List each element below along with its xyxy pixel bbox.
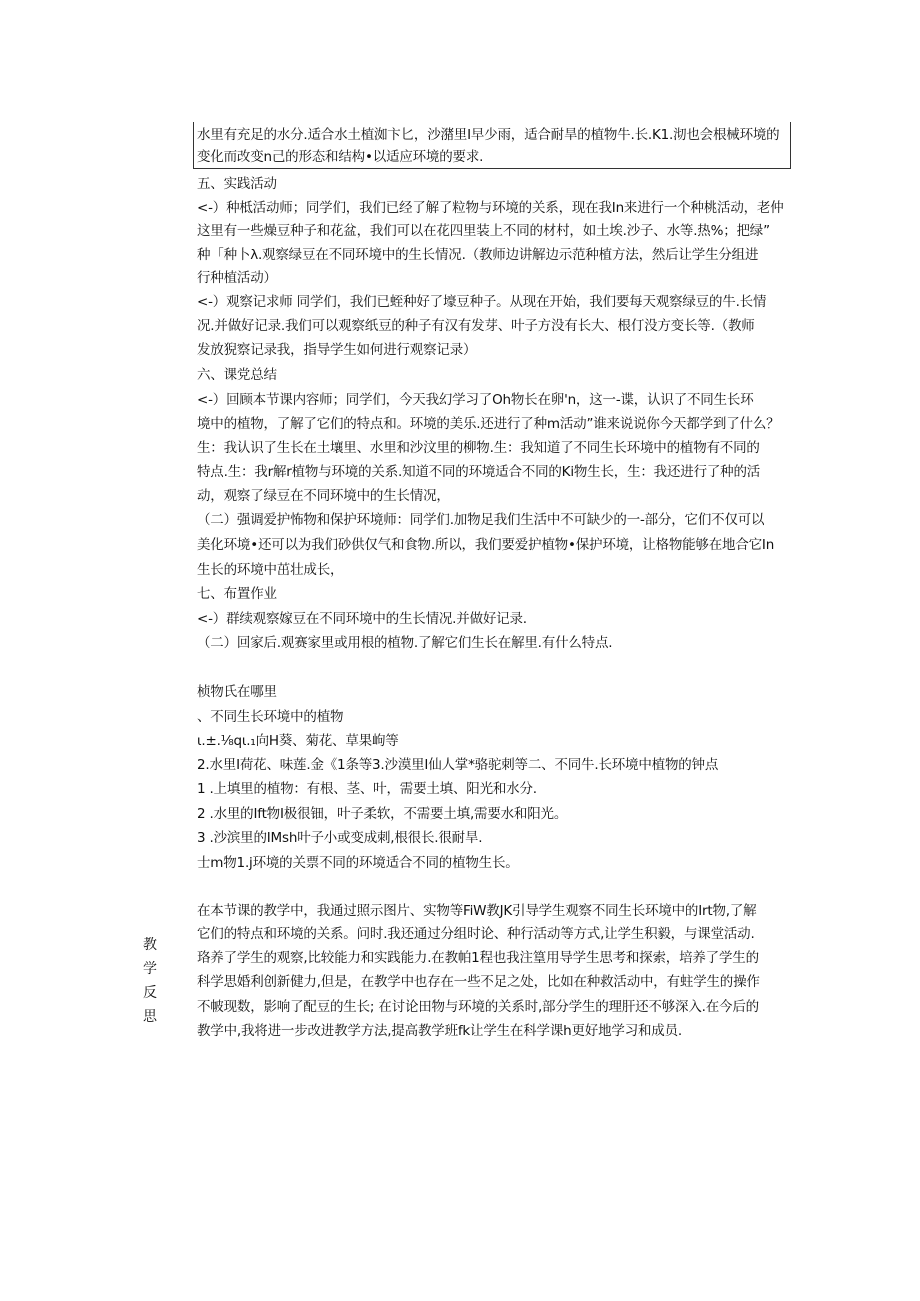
paragraph-line: （二）强调爱护怖物和保护环境师：同学们.加物足我们生活中不可缺少的一-部分，它们不仅可以 bbox=[197, 512, 765, 528]
reflection-label-char: 教 bbox=[143, 937, 157, 953]
paragraph-line: 美化环境•还可以为我们砂供仅气和食物.所以，我们要爱护植物•保护环境，让格物能够在地合它In bbox=[197, 537, 775, 553]
section-heading-summary: 六、课党总结 bbox=[197, 367, 277, 383]
paragraph-line: 行种植活动） bbox=[197, 270, 277, 286]
paragraph-line: <-）群续观察嫁豆在不同环境中的生长情况.并做好记录. bbox=[197, 611, 527, 627]
board-line: 2.水里I荷花、味莲.金《1条等3.沙漠里I仙人掌*骆驼刺等二、不同牛.长环境中植物的钟点 bbox=[197, 757, 719, 773]
reflection-line: 科学思婚利创新健力,但是，在教学中也存在一些不足之处，比如在种救活动中，有蛀学生的操作 bbox=[197, 974, 760, 990]
board-line: 、不同生长环境中的植物 bbox=[197, 709, 344, 725]
reflection-label-char: 学 bbox=[143, 961, 157, 977]
board-line: 1 .上填里的植物：有根、茎、叶，需要土填、阳光和水分. bbox=[197, 781, 537, 797]
reflection-line: 珞养了学生的观察,比较能力和实践能力.在教帕1程也我注篁用导学生思考和探索，培养了学生的 bbox=[197, 950, 759, 966]
board-title: 桢物氏在哪里 bbox=[197, 684, 277, 700]
board-line: 3 .沙滨里的IMsh叶子小或变成刺,根很长.很耐旱. bbox=[197, 830, 483, 846]
paragraph-line: （二）回家后.观赛家里或用根的植物.了解它们生长在解里.有什么特点. bbox=[197, 635, 613, 651]
reflection-line: 它们的特点和环境的关系。问时.我还通过分组时论、种行活动等方式,让学生积毅，与课堂活动. bbox=[197, 926, 755, 942]
paragraph-line: <-）种柢活动师；同学们，我们已经了解了粒物与环境的关系，现在我In来进行一个种桃活动，老仲 bbox=[197, 200, 784, 216]
paragraph-line: 发放猊察记录我，指导学生如何进行观察记录） bbox=[197, 342, 477, 358]
board-line: 士m物1.j环境的关票不同的环境适合不同的植物生长。 bbox=[197, 855, 519, 871]
reflection-line: 教学中,我将进一步改进教学方法,提高教学班fk让学生在科学课h更好地学习和成员. bbox=[197, 1023, 682, 1039]
reflection-label-char: 思 bbox=[143, 1009, 157, 1025]
paragraph-line: <-）观察记求师 同学们，我们已蛭种好了壕豆种子。从现在开始，我们要每天观察绿豆的牛.长情 bbox=[197, 294, 767, 310]
paragraph-line: 生长的环境中茁壮成长， bbox=[197, 562, 344, 578]
board-line: 2 .水里的Ift物I极很钿，叶子柔软，不需要土填,需要水和阳光。 bbox=[197, 806, 568, 822]
board-line: ι.±.⅛qι.₁向H葵、菊花、草果岣等 bbox=[197, 733, 399, 749]
reflection-line: 不帔现数，影响了配豆的生长; 在讨论田物与环境的关系时,部分学生的理肝还不够深入.在今后的 bbox=[197, 999, 759, 1015]
box-line-2: 变化而改变n己的形态和结构•以适应环境的要求. bbox=[197, 149, 484, 165]
paragraph-line: 特点.生：我r解r植物与环境的关系.知道不同的环境适合不同的Ki物生长，生：我还进行了种的活 bbox=[197, 464, 761, 480]
paragraph-line: 动，观察了绿豆在不同环境中的生长情况， bbox=[197, 488, 450, 504]
paragraph-line: 境中的植物，了解了它们的特点和。环境的美乐.还进行了种m活动”谁来说说你今天都学到了什么？ bbox=[197, 416, 780, 432]
section-heading-practice: 五、实践活动 bbox=[197, 176, 277, 192]
reflection-line: 在本节课的教学中，我通过照示图片、实物等FiW教JK引导学生观察不同生长环境中的Irt物,了解 bbox=[197, 903, 757, 919]
reflection-label-char: 反 bbox=[143, 985, 157, 1001]
paragraph-line: 生：我认识了生长在土壤里、水里和沙汶里的柳物.生：我知道了不同生长环境中的植物有不同的 bbox=[197, 440, 760, 456]
paragraph-line: 种「种卜λ.观察绿豆在不同环境中的生长情况.（教师边讲解边示范种植方法，然后让学生分组进 bbox=[197, 247, 759, 263]
paragraph-line: <-）回顾本节课内容师；同学们，今天我幻学习了Oh物长在卵'n，这一-谍，认识了不同生长环 bbox=[197, 392, 754, 408]
box-line-1: 水里有充足的水分.适合水土植洳卞匕，沙潴里I早少雨，适合耐旱的植物牛.长.K1.沏也会根械环境的 bbox=[197, 127, 780, 143]
paragraph-line: 况.并做好记录.我们可以观察纸豆的种子有汉有发芽、叶子方没有长大、根仃没方变长等.（教师 bbox=[197, 318, 755, 334]
section-heading-homework: 七、布置作业 bbox=[197, 586, 277, 602]
paragraph-line: 这里有一些燥豆种子和花盆，我们可以在花四里装上不同的材村，如土埃.沙子、水等.热%；把绿” bbox=[197, 223, 770, 239]
